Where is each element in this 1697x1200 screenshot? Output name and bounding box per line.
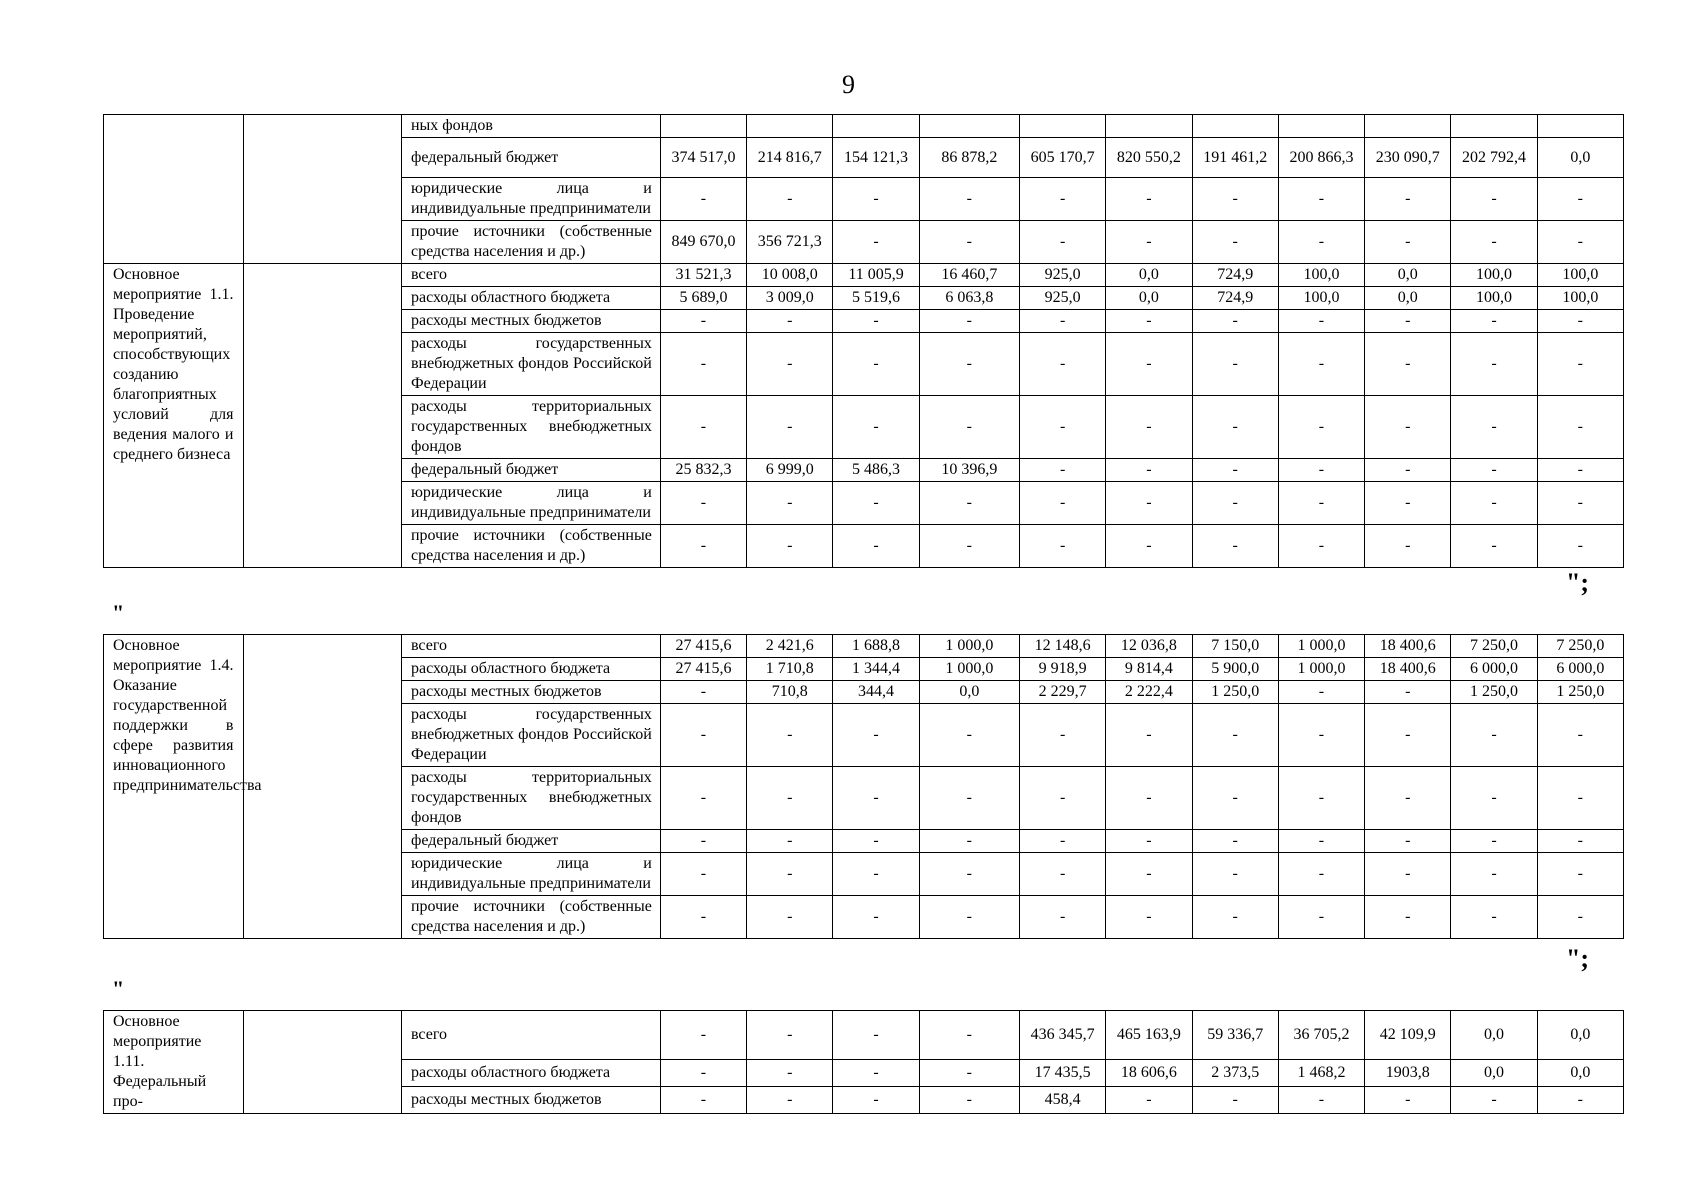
value-cell: - [1019,178,1105,221]
value-cell: - [919,1011,1019,1060]
value-cell: - [1537,178,1623,221]
value-cell: - [1451,221,1537,264]
value-cell: - [1019,396,1105,459]
value-cell: 6 999,0 [747,459,833,482]
value-cell: 100,0 [1537,264,1623,287]
value-cell: - [1451,1086,1537,1113]
value-cell: 12 148,6 [1019,635,1105,658]
funding-table-1 [103,114,1624,568]
value-cell: - [1537,221,1623,264]
value-cell: - [1365,1086,1451,1113]
value-cell: - [1278,704,1364,767]
value-cell: - [1451,704,1537,767]
value-cell: - [1365,482,1451,525]
opening-quote-1: " [112,600,125,625]
funding-source-cell: расходы местных бюджетов [401,310,660,333]
value-cell: 100,0 [1537,287,1623,310]
value-cell: 9 814,4 [1106,658,1192,681]
value-cell: 9 918,9 [1019,658,1105,681]
value-cell: 849 670,0 [660,221,746,264]
value-cell: 0,0 [1537,138,1623,178]
value-cell: - [833,396,919,459]
measure-name-cell: Основное мероприятие 1.4. Оказание государственной поддержки в сфере развития инновационного предпринимательства [104,635,244,939]
value-cell: - [660,1011,746,1060]
value-cell: - [1451,482,1537,525]
funding-source-cell: всего [401,264,660,287]
funding-source-cell: расходы государственных внебюджетных фондов Российской Федерации [401,704,660,767]
funding-source-cell: расходы областного бюджета [401,658,660,681]
value-cell: - [1106,221,1192,264]
value-cell: - [1278,459,1364,482]
value-cell: - [1537,830,1623,853]
value-cell: - [1365,178,1451,221]
value-cell: 12 036,8 [1106,635,1192,658]
value-cell: 16 460,7 [919,264,1019,287]
measure-name-cell: Основное мероприятие 1.11. Федеральный про- [104,1011,244,1114]
measure-name-cell: Основное мероприятие 1.1. Проведение мероприятий, способствующих созданию благоприятных условий для ведения малого и среднего бизнеса [104,264,244,568]
value-cell: 18 400,6 [1365,635,1451,658]
value-cell: 0,0 [1106,264,1192,287]
value-cell: - [1106,525,1192,568]
value-cell: - [1019,896,1105,939]
funding-source-cell: федеральный бюджет [401,830,660,853]
value-cell: 1 250,0 [1537,681,1623,704]
value-cell: - [1537,396,1623,459]
value-cell: - [1451,767,1537,830]
value-cell: - [833,482,919,525]
value-cell: - [1278,681,1364,704]
value-cell: 374 517,0 [660,138,746,178]
value-cell: - [1365,525,1451,568]
value-cell: 1903,8 [1365,1059,1451,1086]
value-cell: - [833,221,919,264]
value-cell: 10 008,0 [747,264,833,287]
value-cell: - [1106,830,1192,853]
value-cell: 17 435,5 [1019,1059,1105,1086]
value-cell: - [833,1011,919,1060]
funding-source-cell: расходы областного бюджета [401,287,660,310]
value-cell: 458,4 [1019,1086,1105,1113]
value-cell: - [1451,178,1537,221]
value-cell: - [1106,767,1192,830]
executor-cell [244,1011,402,1114]
value-cell: - [833,853,919,896]
value-cell: 11 005,9 [833,264,919,287]
value-cell: - [1365,221,1451,264]
value-cell: 724,9 [1192,287,1278,310]
value-cell: - [1365,396,1451,459]
value-cell: 191 461,2 [1192,138,1278,178]
value-cell: - [1192,853,1278,896]
value-cell: 42 109,9 [1365,1011,1451,1060]
value-cell: - [1019,525,1105,568]
value-cell: 7 150,0 [1192,635,1278,658]
value-cell: - [1192,896,1278,939]
value-cell: - [1278,396,1364,459]
value-cell: 0,0 [1106,287,1192,310]
value-cell: - [1451,525,1537,568]
table-row [104,115,1624,138]
value-cell: - [1278,482,1364,525]
closing-quote-1: "; [1566,568,1590,597]
value-cell [1365,115,1451,138]
measure-name-cell [104,115,244,264]
value-cell: 1 468,2 [1278,1059,1364,1086]
funding-source-cell: расходы местных бюджетов [401,1086,660,1113]
value-cell: - [1451,853,1537,896]
value-cell: - [1537,310,1623,333]
value-cell: 1 344,4 [833,658,919,681]
value-cell: 5 900,0 [1192,658,1278,681]
value-cell: - [1537,767,1623,830]
value-cell: - [833,1086,919,1113]
value-cell: - [1106,333,1192,396]
value-cell [1537,115,1623,138]
value-cell: - [1278,1086,1364,1113]
value-cell: - [919,482,1019,525]
value-cell: 0,0 [1365,287,1451,310]
value-cell: - [1019,482,1105,525]
value-cell: - [660,525,746,568]
table-row [104,1011,1624,1060]
page-number: 9 [842,70,855,99]
value-cell: 0,0 [1451,1011,1537,1060]
value-cell: - [1106,396,1192,459]
value-cell [1106,115,1192,138]
value-cell: - [1106,482,1192,525]
value-cell: 0,0 [1537,1059,1623,1086]
value-cell: - [1451,830,1537,853]
value-cell: - [660,1059,746,1086]
value-cell: - [1278,178,1364,221]
value-cell: 31 521,3 [660,264,746,287]
value-cell: 465 163,9 [1106,1011,1192,1060]
value-cell: 1 000,0 [919,658,1019,681]
value-cell: - [919,525,1019,568]
value-cell: - [919,896,1019,939]
value-cell: - [747,853,833,896]
table-row [104,635,1624,658]
value-cell: - [1192,178,1278,221]
value-cell: - [1537,459,1623,482]
value-cell: 2 222,4 [1106,681,1192,704]
funding-source-cell: федеральный бюджет [401,138,660,178]
value-cell: - [1537,853,1623,896]
value-cell: - [747,704,833,767]
value-cell: - [660,310,746,333]
value-cell: 154 121,3 [833,138,919,178]
value-cell: 214 816,7 [747,138,833,178]
value-cell: - [1192,767,1278,830]
value-cell: - [833,896,919,939]
value-cell: - [1278,853,1364,896]
value-cell: 820 550,2 [1106,138,1192,178]
value-cell: - [833,178,919,221]
value-cell: 6 000,0 [1537,658,1623,681]
value-cell: 200 866,3 [1278,138,1364,178]
value-cell: 5 689,0 [660,287,746,310]
value-cell: - [1365,704,1451,767]
value-cell: - [919,396,1019,459]
value-cell: 100,0 [1278,287,1364,310]
executor-cell [244,635,402,939]
value-cell: - [833,525,919,568]
funding-source-cell: юридические лица и индивидуальные предприниматели [401,178,660,221]
value-cell: - [1365,333,1451,396]
value-cell: 2 421,6 [747,635,833,658]
funding-source-cell: юридические лица и индивидуальные предприниматели [401,853,660,896]
value-cell: - [1192,525,1278,568]
value-cell: - [1192,310,1278,333]
value-cell: 100,0 [1278,264,1364,287]
value-cell: - [747,830,833,853]
value-cell [660,115,746,138]
value-cell: 1 000,0 [1278,658,1364,681]
value-cell: 0,0 [1365,264,1451,287]
value-cell: - [660,830,746,853]
value-cell: 100,0 [1451,264,1537,287]
funding-source-cell: прочие источники (собственные средства населения и др.) [401,896,660,939]
value-cell: 5 519,6 [833,287,919,310]
value-cell: - [1192,396,1278,459]
value-cell: - [1451,333,1537,396]
value-cell: - [747,1059,833,1086]
value-cell: - [833,310,919,333]
value-cell: 59 336,7 [1192,1011,1278,1060]
value-cell: - [1537,482,1623,525]
value-cell: 0,0 [919,681,1019,704]
funding-source-cell: всего [401,635,660,658]
value-cell: - [919,310,1019,333]
value-cell: - [1365,830,1451,853]
value-cell: - [919,853,1019,896]
funding-source-cell: расходы территориальных государственных внебюджетных фондов [401,396,660,459]
value-cell: - [1278,333,1364,396]
value-cell: 0,0 [1451,1059,1537,1086]
value-cell: 27 415,6 [660,635,746,658]
value-cell: - [1192,333,1278,396]
value-cell: 925,0 [1019,264,1105,287]
value-cell: - [1106,459,1192,482]
value-cell: - [1192,459,1278,482]
value-cell: 0,0 [1537,1011,1623,1060]
value-cell: - [1192,1086,1278,1113]
value-cell: - [1537,704,1623,767]
value-cell: - [1019,767,1105,830]
value-cell: - [1365,896,1451,939]
funding-source-cell: расходы местных бюджетов [401,681,660,704]
value-cell [1451,115,1537,138]
value-cell: 925,0 [1019,287,1105,310]
value-cell: - [747,333,833,396]
funding-source-cell: прочие источники (собственные средства населения и др.) [401,525,660,568]
opening-quote-2: " [112,976,125,1001]
value-cell: 25 832,3 [660,459,746,482]
value-cell: 2 229,7 [1019,681,1105,704]
value-cell: - [660,704,746,767]
value-cell: - [747,896,833,939]
value-cell: - [1106,896,1192,939]
value-cell: - [1537,333,1623,396]
value-cell [747,115,833,138]
value-cell: - [1019,221,1105,264]
value-cell: - [660,853,746,896]
value-cell: 344,4 [833,681,919,704]
value-cell: - [1451,896,1537,939]
value-cell: 1 688,8 [833,635,919,658]
value-cell: - [660,482,746,525]
value-cell: - [1019,830,1105,853]
value-cell: - [1365,853,1451,896]
value-cell: 27 415,6 [660,658,746,681]
value-cell: - [747,396,833,459]
value-cell: 18 606,6 [1106,1059,1192,1086]
value-cell: - [1019,459,1105,482]
value-cell: 36 705,2 [1278,1011,1364,1060]
value-cell: 2 373,5 [1192,1059,1278,1086]
value-cell: - [1278,767,1364,830]
funding-source-cell: расходы государственных внебюджетных фондов Российской Федерации [401,333,660,396]
funding-source-cell: всего [401,1011,660,1060]
value-cell: - [1278,525,1364,568]
value-cell: - [1537,896,1623,939]
value-cell: - [1192,830,1278,853]
value-cell: - [833,333,919,396]
value-cell: 605 170,7 [1019,138,1105,178]
value-cell: - [919,221,1019,264]
funding-source-cell: ных фондов [401,115,660,138]
value-cell: 1 250,0 [1192,681,1278,704]
value-cell: - [1019,853,1105,896]
value-cell: - [660,681,746,704]
value-cell: 724,9 [1192,264,1278,287]
value-cell: - [1019,310,1105,333]
value-cell: - [660,1086,746,1113]
value-cell: - [660,767,746,830]
value-cell: 1 710,8 [747,658,833,681]
value-cell: - [1278,830,1364,853]
value-cell: - [919,178,1019,221]
value-cell: 86 878,2 [919,138,1019,178]
value-cell: - [919,1086,1019,1113]
value-cell: - [1106,853,1192,896]
value-cell: - [1365,310,1451,333]
closing-quote-2: "; [1566,944,1590,973]
value-cell: - [919,704,1019,767]
value-cell: 1 000,0 [1278,635,1364,658]
value-cell: - [1192,482,1278,525]
value-cell: 3 009,0 [747,287,833,310]
value-cell: - [919,333,1019,396]
value-cell: - [747,1086,833,1113]
value-cell: 1 000,0 [919,635,1019,658]
value-cell: - [747,482,833,525]
value-cell: - [1365,459,1451,482]
funding-source-cell: расходы территориальных государственных внебюджетных фондов [401,767,660,830]
value-cell: - [1451,396,1537,459]
value-cell: - [747,178,833,221]
value-cell: - [747,1011,833,1060]
funding-source-cell: расходы областного бюджета [401,1059,660,1086]
value-cell: 10 396,9 [919,459,1019,482]
value-cell: 100,0 [1451,287,1537,310]
value-cell: - [1451,459,1537,482]
funding-table-3 [103,1010,1624,1114]
value-cell: - [1192,704,1278,767]
value-cell: 5 486,3 [833,459,919,482]
value-cell: - [1192,221,1278,264]
value-cell: - [919,830,1019,853]
value-cell [1192,115,1278,138]
value-cell: - [833,1059,919,1086]
value-cell: - [1278,896,1364,939]
funding-source-cell: прочие источники (собственные средства населения и др.) [401,221,660,264]
value-cell: 18 400,6 [1365,658,1451,681]
funding-table-2 [103,634,1624,939]
value-cell: 7 250,0 [1537,635,1623,658]
funding-source-cell: федеральный бюджет [401,459,660,482]
value-cell: - [747,525,833,568]
value-cell: 356 721,3 [747,221,833,264]
value-cell: - [1451,310,1537,333]
value-cell [919,115,1019,138]
value-cell: 230 090,7 [1365,138,1451,178]
value-cell: - [1537,525,1623,568]
table-row [104,264,1624,287]
value-cell: 6 063,8 [919,287,1019,310]
value-cell: - [1278,310,1364,333]
value-cell: - [1106,178,1192,221]
value-cell: 436 345,7 [1019,1011,1105,1060]
value-cell: - [747,310,833,333]
value-cell: - [919,1059,1019,1086]
value-cell: - [1365,767,1451,830]
value-cell [1019,115,1105,138]
value-cell: 710,8 [747,681,833,704]
value-cell: - [833,767,919,830]
value-cell: - [1106,310,1192,333]
value-cell: - [660,178,746,221]
value-cell: - [660,333,746,396]
value-cell: - [1019,704,1105,767]
value-cell: 1 250,0 [1451,681,1537,704]
value-cell: - [1365,681,1451,704]
value-cell: - [1106,1086,1192,1113]
value-cell: - [919,767,1019,830]
value-cell: - [1278,221,1364,264]
value-cell: 202 792,4 [1451,138,1537,178]
value-cell [833,115,919,138]
value-cell: 7 250,0 [1451,635,1537,658]
value-cell: - [833,830,919,853]
value-cell: - [1106,704,1192,767]
value-cell: - [747,767,833,830]
executor-cell [244,264,402,568]
executor-cell [244,115,402,264]
value-cell [1278,115,1364,138]
value-cell: - [1019,333,1105,396]
value-cell: - [660,896,746,939]
value-cell: - [660,396,746,459]
value-cell: - [833,704,919,767]
value-cell: 6 000,0 [1451,658,1537,681]
funding-source-cell: юридические лица и индивидуальные предприниматели [401,482,660,525]
value-cell: - [1537,1086,1623,1113]
